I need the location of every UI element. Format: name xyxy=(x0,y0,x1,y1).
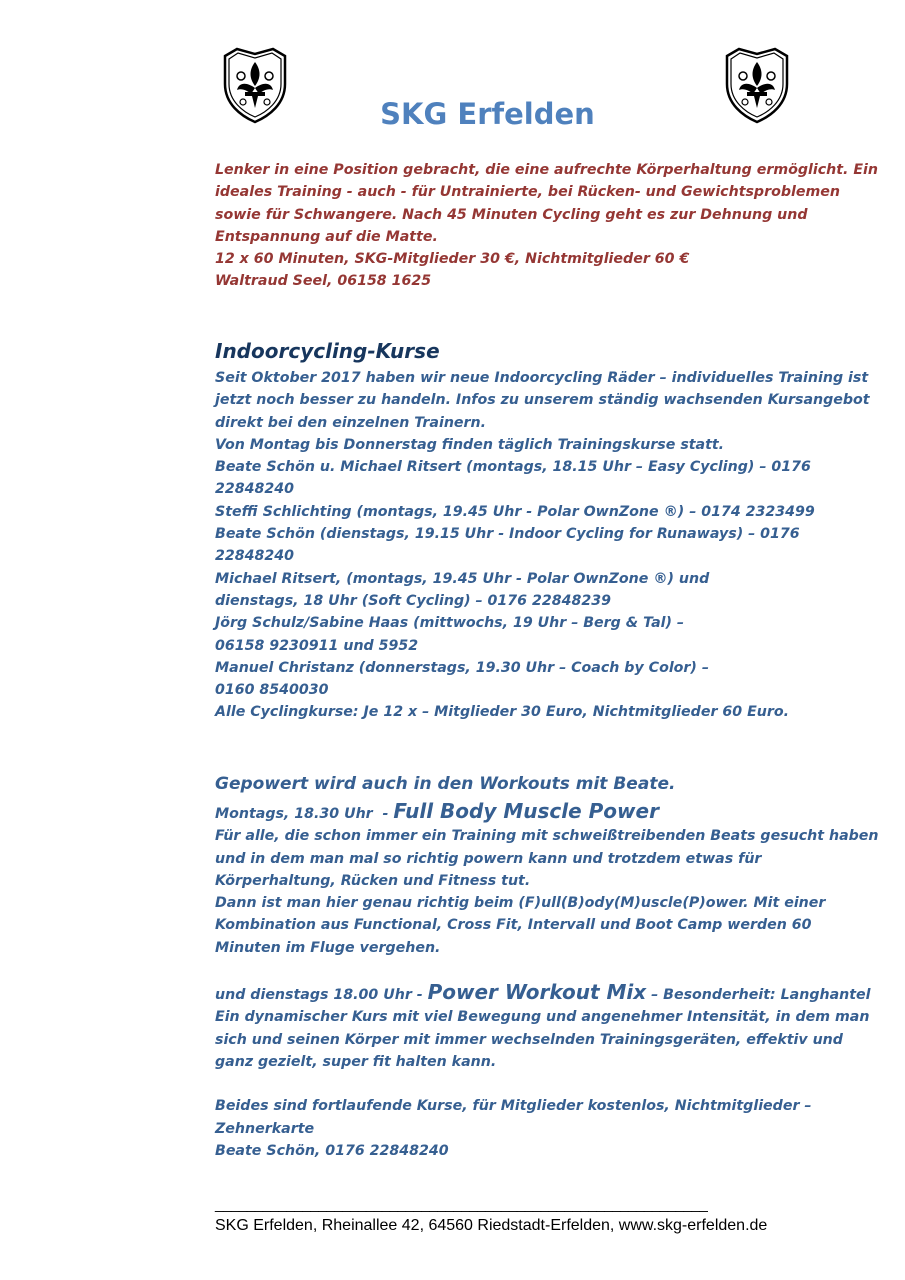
indoorcycling-line: 06158 9230911 und 5952 xyxy=(215,637,419,654)
indoorcycling-line: jetzt noch besser zu handeln. Infos zu unserem ständig wachsenden Kursangebot xyxy=(215,392,870,409)
fbmp-line: und in dem man mal so richtig powern kann und trotzdem etwas für xyxy=(215,850,762,867)
indoorcycling-line: Beate Schön u. Michael Ritsert (montags, 18.15 Uhr – Easy Cycling) – 0176 xyxy=(215,459,811,476)
indoorcycling-line: Michael Ritsert, (montags, 19.45 Uhr - Polar OwnZone ®) und xyxy=(215,570,710,587)
indoorcycling-line: Manuel Christanz (donnerstags, 19.30 Uhr – Coach by Color) – xyxy=(215,659,709,676)
workouts-body xyxy=(215,799,879,1162)
indoorcycling-line: dienstags, 18 Uhr (Soft Cycling) – 0176 22848239 xyxy=(215,592,611,609)
indoorcycling-line: Jörg Schulz/Sabine Haas (mittwochs, 19 Uhr – Berg & Tal) – xyxy=(215,615,685,632)
indoorcycling-heading: Indoorcycling-Kurse xyxy=(215,339,440,363)
intro-line: ideales Training - auch - für Untrainierte, bei Rücken- und Gewichtsproblemen xyxy=(215,184,840,201)
indoorcycling-line: 22848240 xyxy=(215,548,294,565)
pwm-line: ganz gezielt, super fit halten kann. xyxy=(215,1053,497,1070)
intro-line: Entspannung auf die Matte. xyxy=(215,228,438,245)
intro-paragraph xyxy=(215,159,879,293)
indoorcycling-body xyxy=(215,367,870,724)
indoorcycling-line: Alle Cyclingkurse: Je 12 x – Mitglieder 30 Euro, Nichtmitglieder 60 Euro. xyxy=(215,704,789,721)
pwm-time: und dienstags 18.00 Uhr - xyxy=(215,987,428,1004)
footer-address: SKG Erfelden, Rheinallee 42, 64560 Riedstadt-Erfelden, www.skg-erfelden.de xyxy=(215,1217,768,1234)
indoorcycling-line: direkt bei den einzelnen Trainern. xyxy=(215,414,487,431)
footer-rule: ______________________________________________________________ xyxy=(215,1196,708,1213)
closing-line: Beides sind fortlaufende Kurse, für Mitglieder kostenlos, Nichtmitglieder – xyxy=(215,1098,812,1115)
intro-line: sowie für Schwangere. Nach 45 Minuten Cycling geht es zur Dehnung und xyxy=(215,206,808,223)
indoorcycling-line: Seit Oktober 2017 haben wir neue Indoorcycling Räder – individuelles Training ist xyxy=(215,370,869,386)
indoorcycling-line: 0160 8540030 xyxy=(215,682,329,699)
pwm-line: sich und seinen Körper mit immer wechselnden Trainingsgeräten, effektiv und xyxy=(215,1031,843,1048)
fbmp-line: Kombination aus Functional, Cross Fit, Intervall und Boot Camp werden 60 xyxy=(215,917,812,934)
indoorcycling-line: Steffi Schlichting (montags, 19.45 Uhr - Polar OwnZone ®) – 0174 2323499 xyxy=(215,503,815,520)
closing-line: Zehnerkarte xyxy=(215,1120,315,1137)
intro-contact-line: Waltraud Seel, 06158 1625 xyxy=(215,273,432,290)
pwm-course-name: Power Workout Mix xyxy=(427,980,647,1005)
intro-price-line: 12 x 60 Minuten, SKG-Mitglieder 30 €, Nichtmitglieder 60 € xyxy=(215,251,690,268)
indoorcycling-line: Von Montag bis Donnerstag finden täglich Trainingskurse statt. xyxy=(215,436,725,453)
fbmp-line: Körperhaltung, Rücken und Fitness tut. xyxy=(215,872,531,889)
workouts-heading: Gepowert wird auch in den Workouts mit Beate. xyxy=(215,774,676,794)
indoorcycling-line: Beate Schön (dienstags, 19.15 Uhr - Indoor Cycling for Runaways) – 0176 xyxy=(215,526,800,543)
fbmp-line: Für alle, die schon immer ein Training mit schweißtreibenden Beats gesucht haben xyxy=(215,828,879,845)
closing-contact-line: Beate Schön, 0176 22848240 xyxy=(215,1142,449,1159)
spacer xyxy=(215,1073,855,1095)
fbmp-title-line xyxy=(215,800,855,825)
pwm-note: – Besonderheit: Langhantel xyxy=(646,987,871,1004)
fbmp-time: Montags, 18.30 Uhr - xyxy=(215,806,394,822)
spacer xyxy=(215,959,855,981)
intro-line: Lenker in eine Position gebracht, die eine aufrechte Körperhaltung ermöglicht. Ein xyxy=(215,162,879,178)
indoorcycling-line: 22848240 xyxy=(215,481,294,498)
pwm-title-line xyxy=(215,980,871,1006)
page-title: SKG Erfelden xyxy=(380,97,595,131)
fbmp-line: Minuten im Fluge vergehen. xyxy=(215,939,441,956)
fbmp-course-name: Full Body Muscle Power xyxy=(393,799,659,823)
fbmp-line: Dann ist man hier genau richtig beim (F)ull(B)ody(M)uscle(P)ower. Mit einer xyxy=(215,895,826,912)
pwm-line: Ein dynamischer Kurs mit viel Bewegung und angenehmer Intensität, in dem man xyxy=(215,1009,870,1026)
